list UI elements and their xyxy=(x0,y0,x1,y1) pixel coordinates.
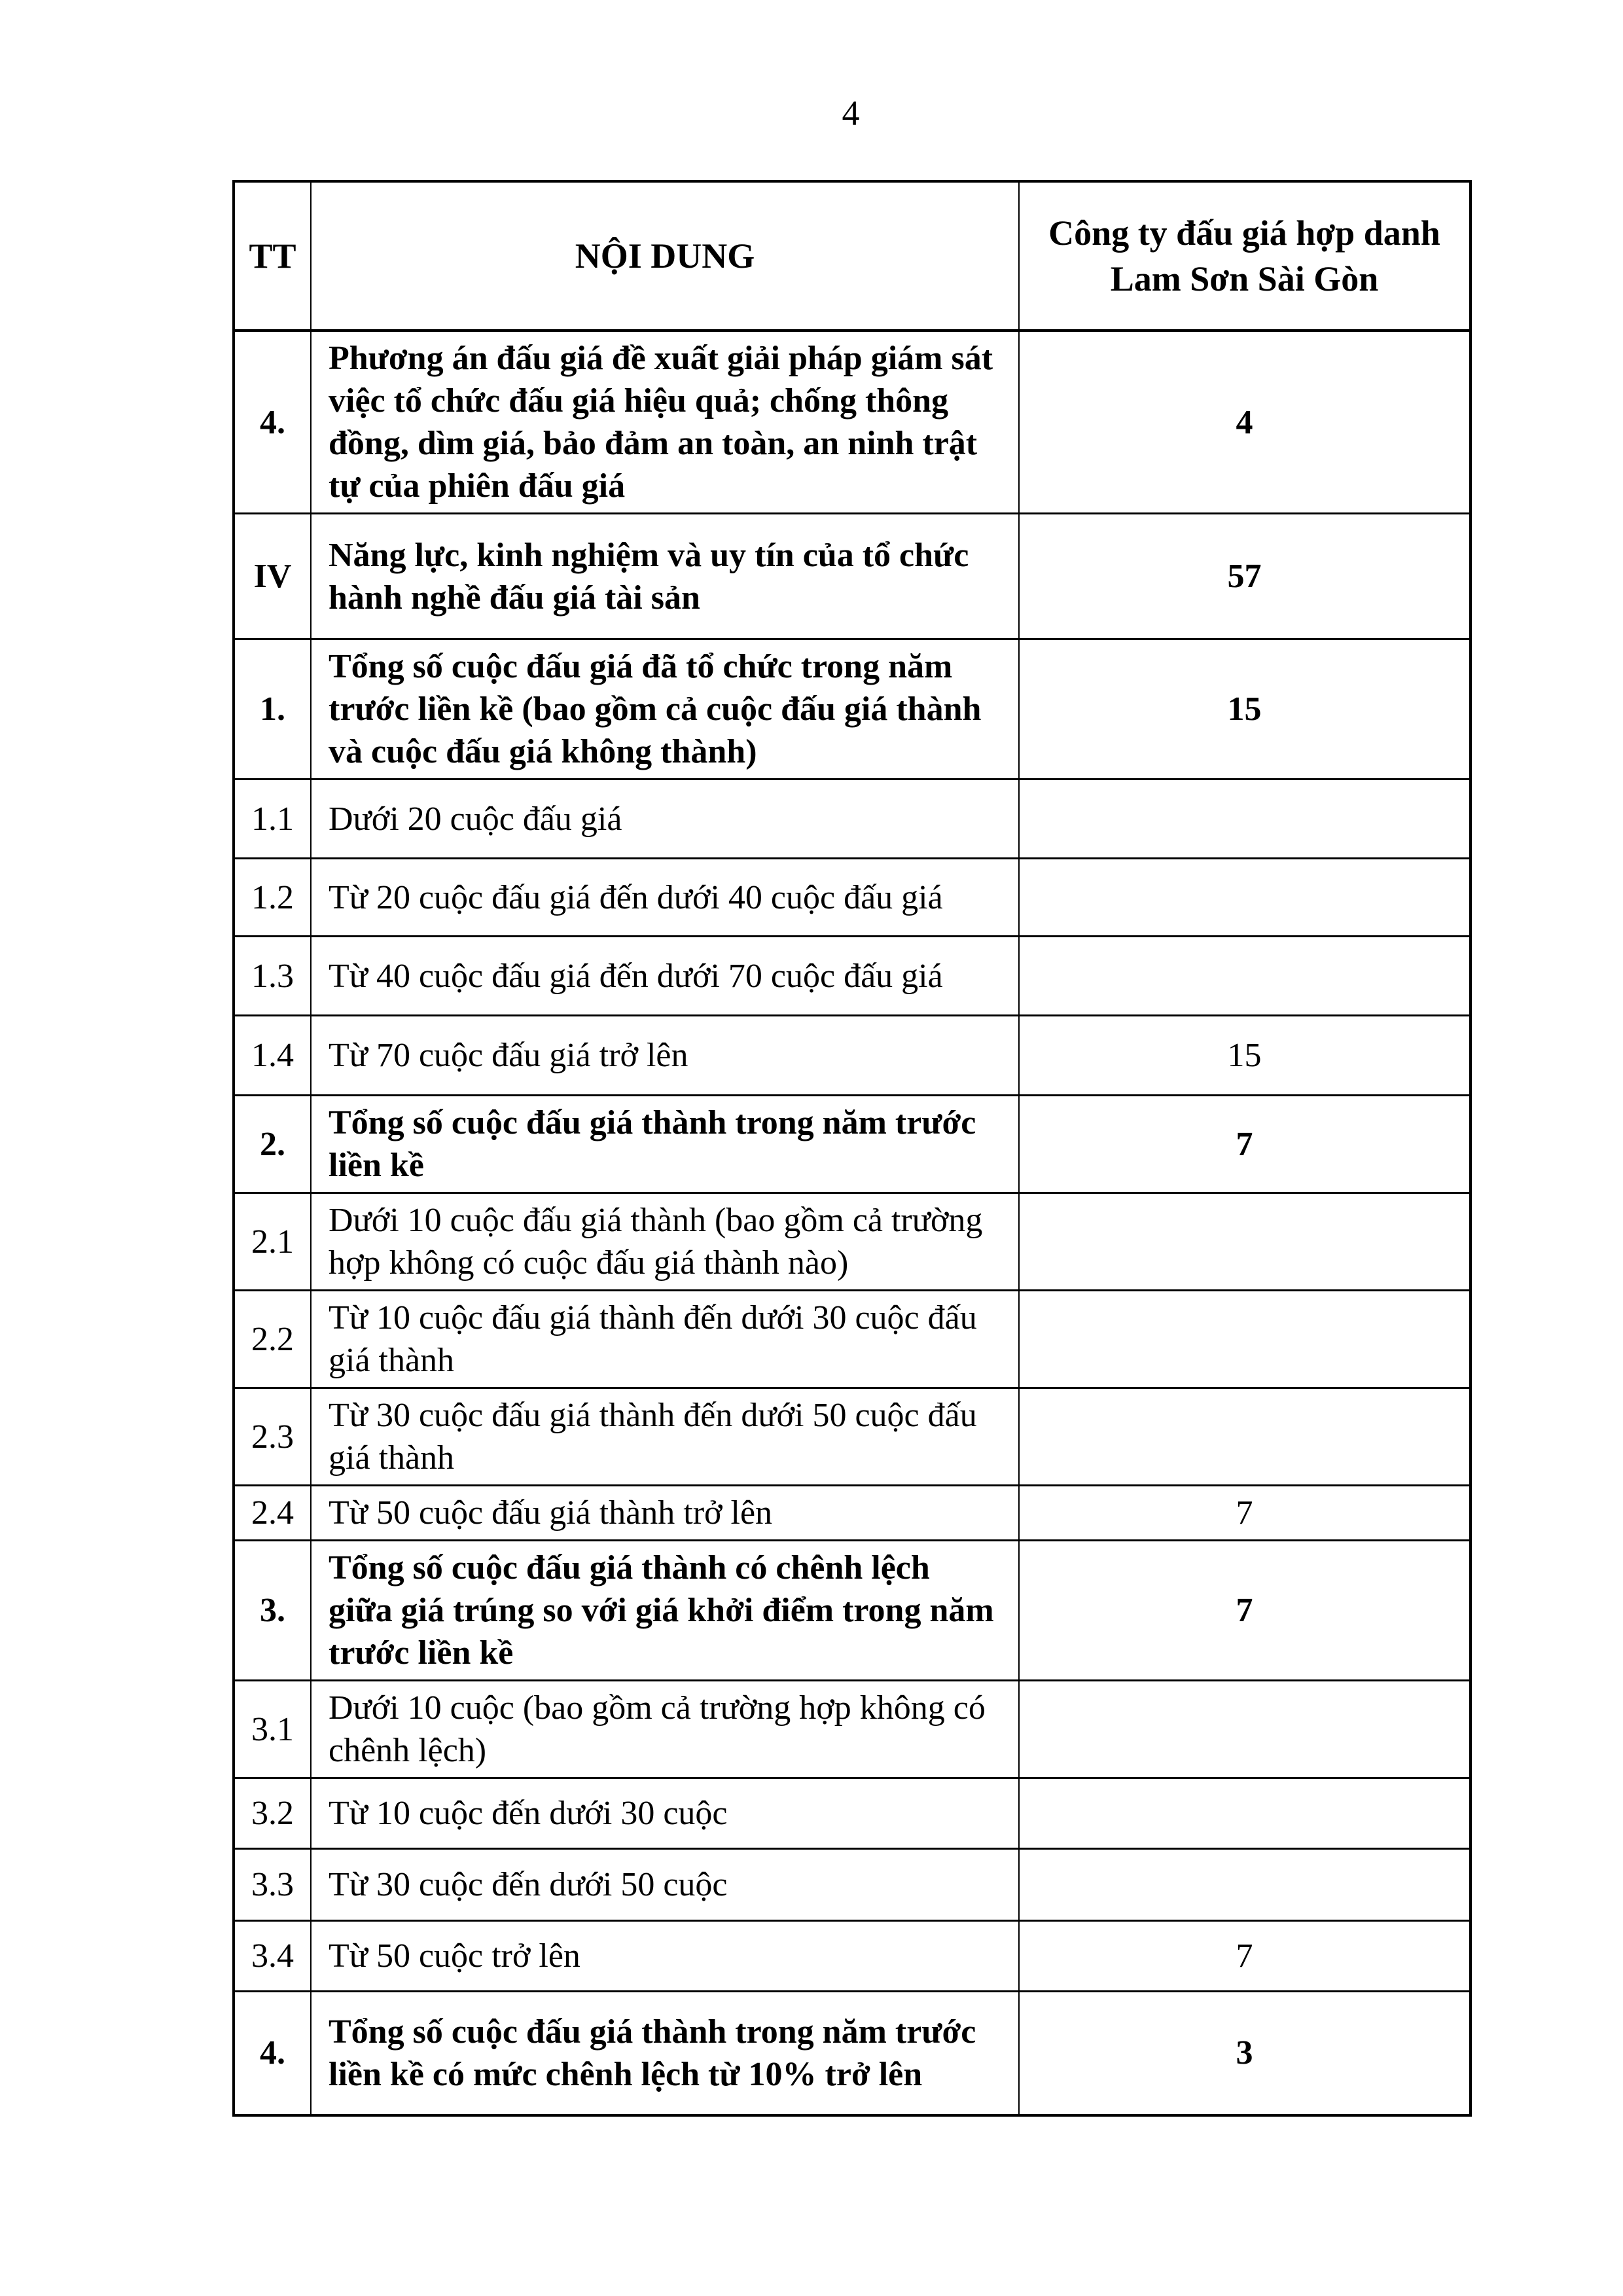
row-value xyxy=(1019,1291,1471,1388)
row-index: 2.4 xyxy=(234,1486,311,1541)
row-value: 57 xyxy=(1019,514,1471,639)
row-value: 15 xyxy=(1019,639,1471,780)
table-row xyxy=(234,859,1471,937)
table-row xyxy=(234,780,1471,859)
row-content: Dưới 10 cuộc đấu giá thành (bao gồm cả trường hợp không có cuộc đấu giá thành nào) xyxy=(311,1193,1019,1291)
table-row xyxy=(234,639,1471,780)
row-index: 2.3 xyxy=(234,1388,311,1486)
table-row xyxy=(234,1541,1471,1681)
table-row xyxy=(234,1778,1471,1849)
table-row xyxy=(234,1486,1471,1541)
row-value: 7 xyxy=(1019,1921,1471,1992)
table-row xyxy=(234,1992,1471,2115)
row-index: 1.1 xyxy=(234,780,311,859)
row-index: 2. xyxy=(234,1096,311,1193)
table-row xyxy=(234,1921,1471,1992)
row-value xyxy=(1019,1778,1471,1849)
row-value xyxy=(1019,1193,1471,1291)
row-index: IV xyxy=(234,514,311,639)
row-content: Tổng số cuộc đấu giá thành có chênh lệch giữa giá trúng so với giá khởi điểm trong năm trước liền kề xyxy=(311,1541,1019,1681)
row-value xyxy=(1019,780,1471,859)
row-value: 3 xyxy=(1019,1992,1471,2115)
row-value: 15 xyxy=(1019,1016,1471,1096)
row-content: Từ 50 cuộc đấu giá thành trở lên xyxy=(311,1486,1019,1541)
table-body xyxy=(234,331,1471,2115)
row-index: 3. xyxy=(234,1541,311,1681)
row-value xyxy=(1019,859,1471,937)
row-index: 4. xyxy=(234,1992,311,2115)
table-row xyxy=(234,1388,1471,1486)
row-value xyxy=(1019,1849,1471,1921)
table-row xyxy=(234,514,1471,639)
row-content: Từ 50 cuộc trở lên xyxy=(311,1921,1019,1992)
header-tt: TT xyxy=(234,181,311,331)
row-content: Tổng số cuộc đấu giá thành trong năm trước liền kề có mức chênh lệch từ 10% trở lên xyxy=(311,1992,1019,2115)
row-index: 1.3 xyxy=(234,937,311,1016)
row-index: 2.1 xyxy=(234,1193,311,1291)
header-company: Công ty đấu giá hợp danh Lam Sơn Sài Gòn xyxy=(1019,181,1471,331)
header-noi-dung: NỘI DUNG xyxy=(311,181,1019,331)
row-value: 7 xyxy=(1019,1096,1471,1193)
evaluation-table xyxy=(232,180,1472,2117)
row-content: Từ 30 cuộc đấu giá thành đến dưới 50 cuộc đấu giá thành xyxy=(311,1388,1019,1486)
row-value xyxy=(1019,1388,1471,1486)
row-content: Từ 20 cuộc đấu giá đến dưới 40 cuộc đấu giá xyxy=(311,859,1019,937)
row-index: 1.2 xyxy=(234,859,311,937)
row-content: Dưới 20 cuộc đấu giá xyxy=(311,780,1019,859)
row-index: 4. xyxy=(234,331,311,514)
row-index: 3.1 xyxy=(234,1681,311,1778)
row-content: Từ 30 cuộc đến dưới 50 cuộc xyxy=(311,1849,1019,1921)
table-row xyxy=(234,1096,1471,1193)
table-row xyxy=(234,1849,1471,1921)
row-index: 3.2 xyxy=(234,1778,311,1849)
row-value xyxy=(1019,1681,1471,1778)
row-index: 3.3 xyxy=(234,1849,311,1921)
row-value: 7 xyxy=(1019,1486,1471,1541)
page-number: 4 xyxy=(842,94,860,133)
row-index: 1. xyxy=(234,639,311,780)
row-index: 2.2 xyxy=(234,1291,311,1388)
row-content: Tổng số cuộc đấu giá thành trong năm trước liền kề xyxy=(311,1096,1019,1193)
row-content: Phương án đấu giá đề xuất giải pháp giám sát việc tổ chức đấu giá hiệu quả; chống thông đồng, dìm giá, bảo đảm an toàn, an ninh trật tự của phiên đấu giá xyxy=(311,331,1019,514)
table-row xyxy=(234,1681,1471,1778)
row-content: Từ 10 cuộc đấu giá thành đến dưới 30 cuộc đấu giá thành xyxy=(311,1291,1019,1388)
row-index: 3.4 xyxy=(234,1921,311,1992)
table-header-row xyxy=(234,181,1471,331)
table-row xyxy=(234,937,1471,1016)
row-content: Từ 10 cuộc đến dưới 30 cuộc xyxy=(311,1778,1019,1849)
row-content: Tổng số cuộc đấu giá đã tổ chức trong năm trước liền kề (bao gồm cả cuộc đấu giá thành và cuộc đấu giá không thành) xyxy=(311,639,1019,780)
row-content: Từ 40 cuộc đấu giá đến dưới 70 cuộc đấu giá xyxy=(311,937,1019,1016)
table-row xyxy=(234,1193,1471,1291)
row-value xyxy=(1019,937,1471,1016)
table-row xyxy=(234,1291,1471,1388)
row-value: 7 xyxy=(1019,1541,1471,1681)
table-row xyxy=(234,1016,1471,1096)
row-content: Từ 70 cuộc đấu giá trở lên xyxy=(311,1016,1019,1096)
row-value: 4 xyxy=(1019,331,1471,514)
table-row xyxy=(234,331,1471,514)
row-content: Dưới 10 cuộc (bao gồm cả trường hợp không có chênh lệch) xyxy=(311,1681,1019,1778)
row-content: Năng lực, kinh nghiệm và uy tín của tổ chức hành nghề đấu giá tài sản xyxy=(311,514,1019,639)
row-index: 1.4 xyxy=(234,1016,311,1096)
